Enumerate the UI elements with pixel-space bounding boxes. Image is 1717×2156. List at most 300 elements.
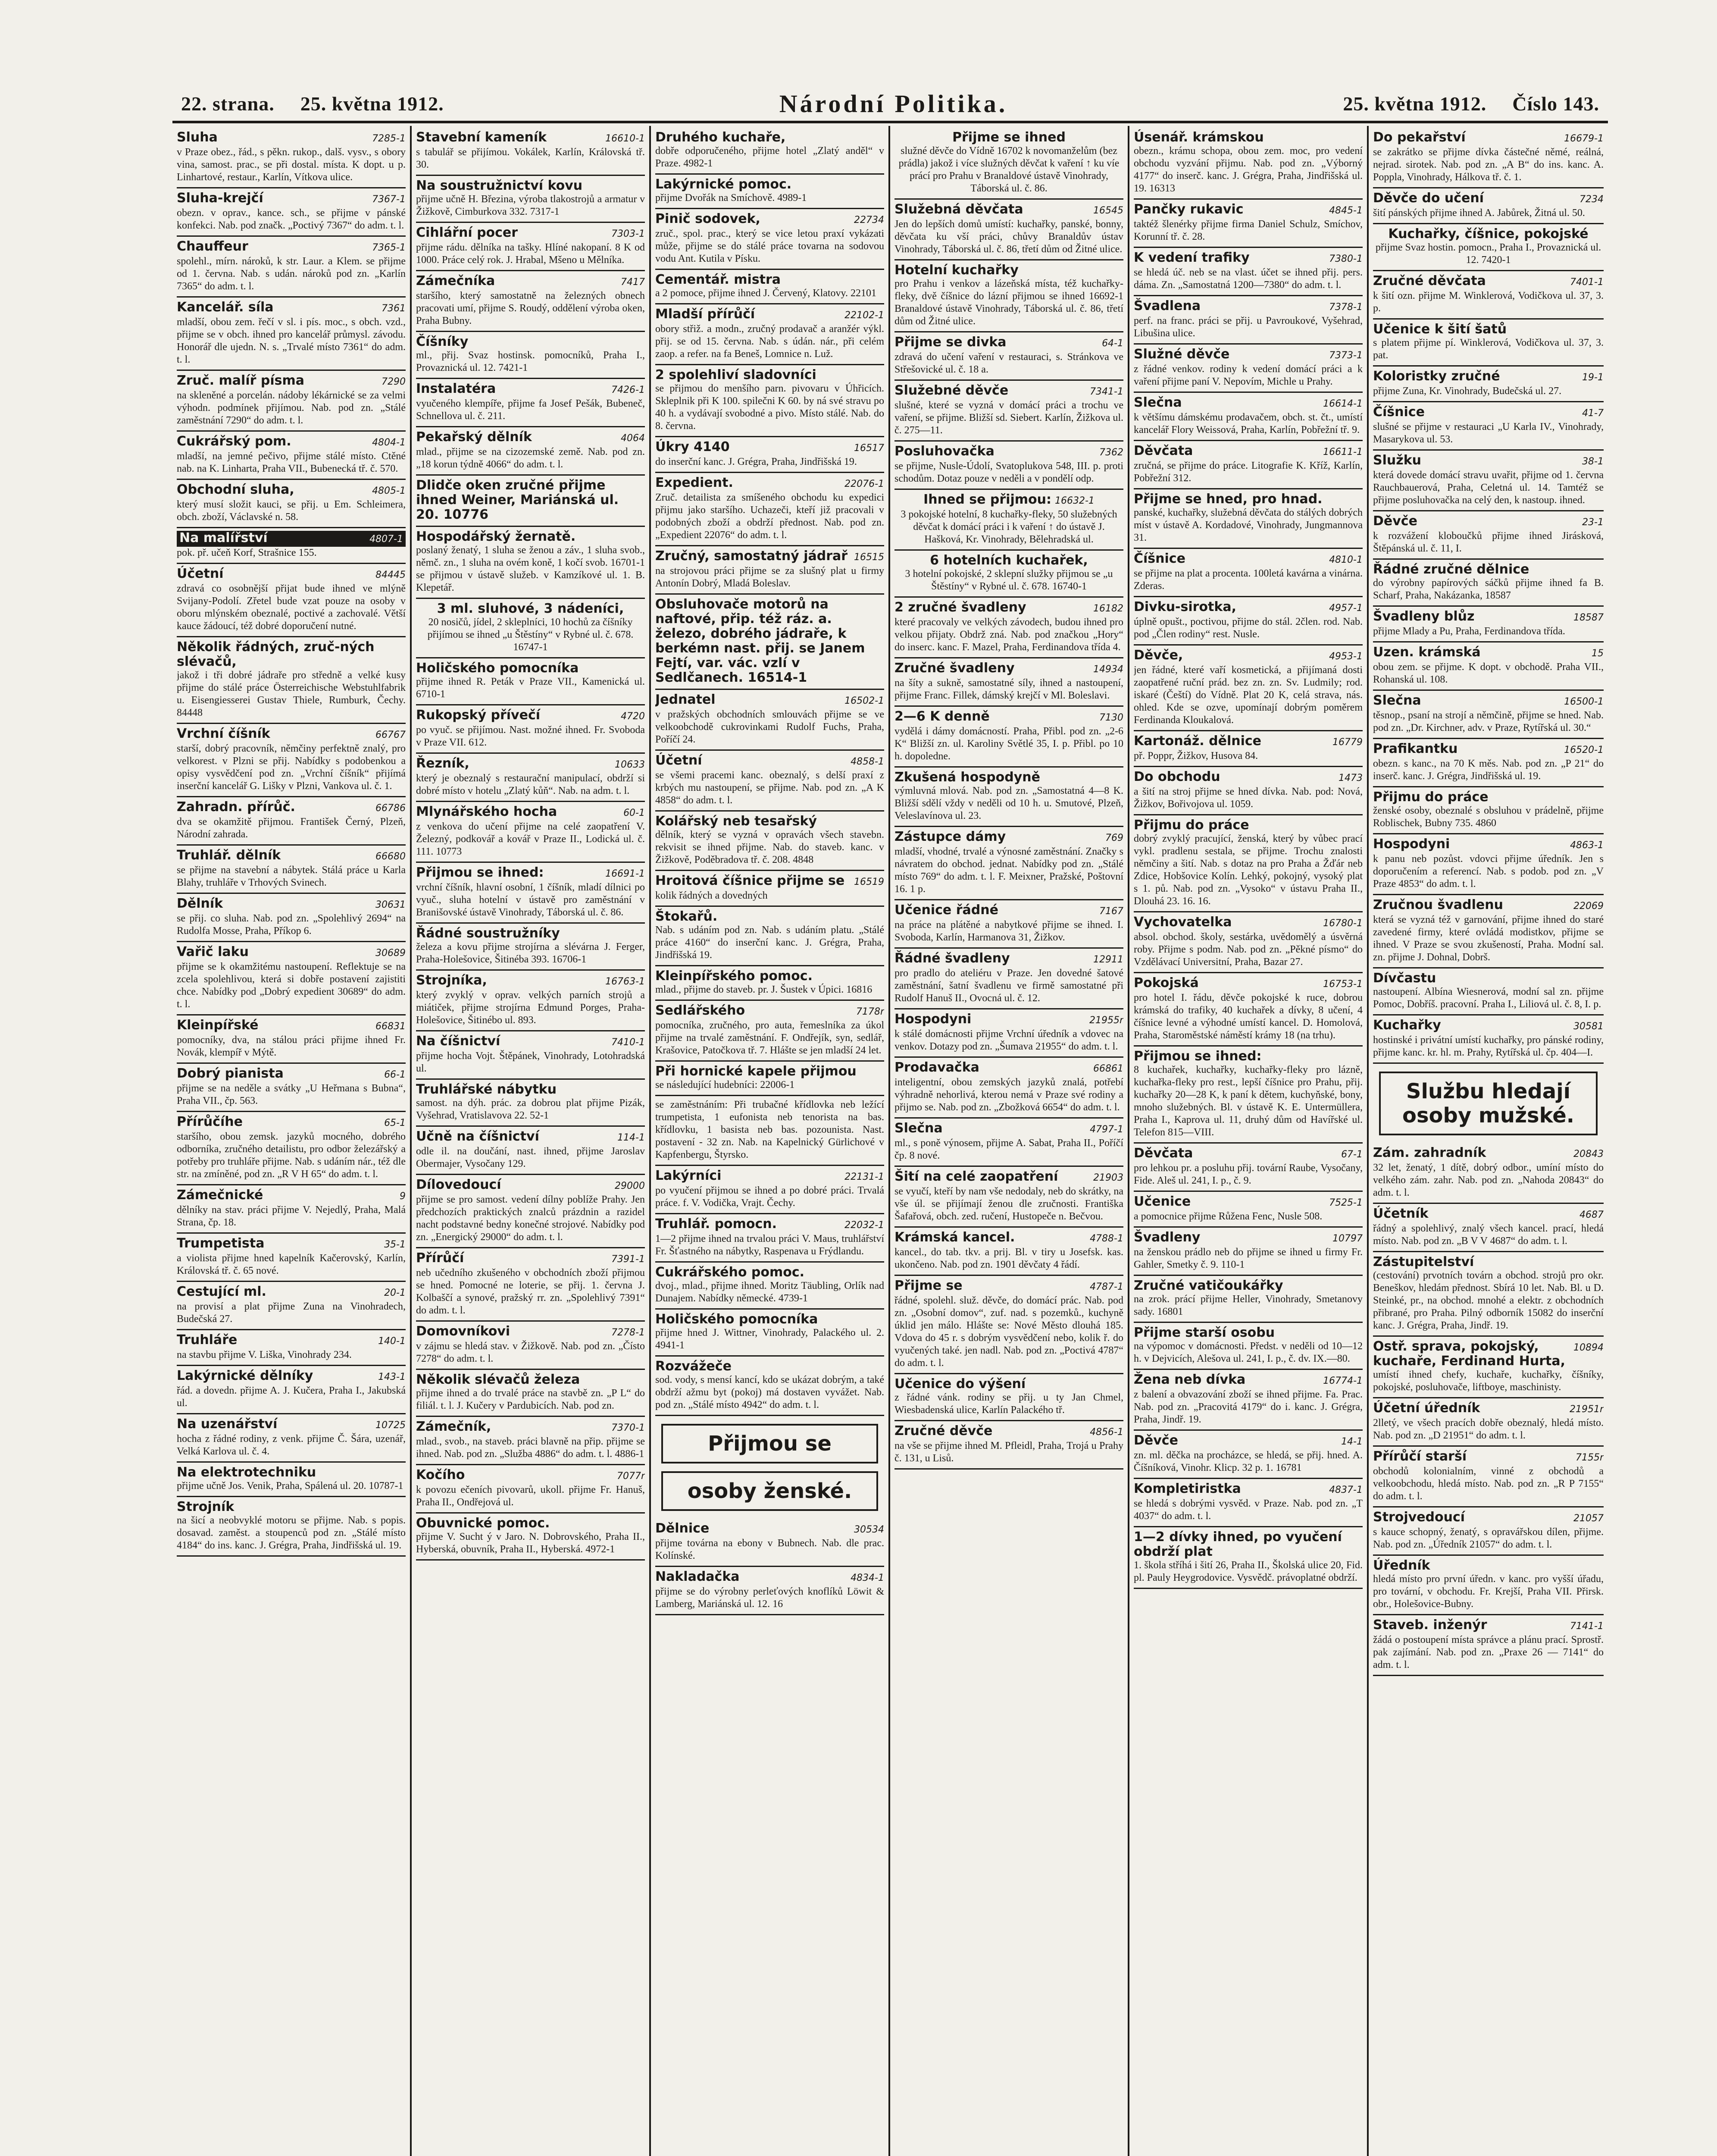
ad-text: přijme učně Jos. Venik, Praha, Spálená ul. 20. 10787-1 [177,1480,403,1492]
ad-number: 10633 [615,759,645,770]
ad-heading [416,926,645,941]
ad-title: Služku [1373,453,1422,468]
ad-number: 16614-1 [1323,398,1363,409]
classified-ad [894,332,1123,381]
classified-ad [1134,767,1363,815]
ad-text: se zaměstnáním: Při trubačné křídlovka neb ležící trumpetista, 1 eufonista neb tenorista na bas. křídlovku, 1 basista neb bas. pozounista. Nast. postavení - 32 zn. Nab. na Kapelnický Gürlichové v Kapfenbergu, Štyrsko. [655,1099,884,1160]
ad-heading [177,1465,406,1480]
ad-heading [1373,562,1604,577]
ad-number: 22102-1 [844,310,884,321]
ad-number: 66-1 [384,1069,406,1080]
ad-title: Staveb. inženýr [1373,1617,1487,1633]
classified-ad [655,907,884,966]
ad-title: Učenice k šití šatů [1373,322,1507,337]
ad-title: Zám. zahradník [1373,1145,1486,1160]
classified-ad [655,209,884,270]
ad-text: staršího, který samostatně na železných obnech pracovati umí, přijme S. Roudý, oddělení výroba oken, Praha Bubny. [416,290,645,326]
classified-ad [1373,1507,1604,1556]
ad-number: 16779 [1332,737,1363,748]
ad-heading [416,1129,645,1145]
ad-title: Lakýrníci [655,1168,722,1183]
ad-title: Hospodářský žernatě. [416,529,576,544]
classified-ad [894,1374,1123,1421]
ad-heading [177,239,406,255]
classified-ad [177,1185,406,1234]
ad-heading [416,1468,645,1484]
classified-ad [1373,128,1604,188]
classified-ad [177,1112,406,1185]
classified-ad [1134,646,1363,731]
ad-text: obezn. s kanc., na 70 K měs. Nab. pod zn. „P 21“ do inserč. kanc. J. Grégra, Jindřišská ul. 19. [1373,758,1604,782]
classified-ad [1373,224,1604,271]
classified-ad [655,1214,884,1263]
classified-ad [655,1001,884,1062]
page-number: 22. strana. [181,92,275,115]
ad-text: na výpomoc v domácnosti. Předst. v neděli od 10—12 h. v Dejvicích, Alešova ul. 241, I. p., č. dv. IX.—80. [1134,1341,1363,1364]
ad-heading [1134,492,1363,507]
ad-title: Uzen. krámská [1373,645,1481,660]
ad-title: Úkry 4140 [655,439,730,454]
classified-ad [1134,296,1363,345]
ad-title: Prafikantku [1373,741,1458,756]
ad-title: Při hornické kapele přijmou [655,1064,857,1079]
ad-number: 16691-1 [605,868,645,879]
ad-heading [655,130,884,145]
ad-text: mlad., svob., na staveb. práci blavně na přip. přijme se ihned. Nab. pod zn. „Služba 4886“ do adm. t. l. 4886-1 [416,1436,645,1460]
ad-text: ml., přij. Svaz hostinsk. pomocníků, Praha I., Provaznická ul. 12. 7421-1 [416,350,645,373]
ad-title: Ihned se přijmou: [923,492,1051,507]
ad-heading [177,1333,406,1349]
ad-title: 6 hotelních kuchařek, [930,553,1088,568]
ad-heading [1373,322,1604,337]
ad-heading [177,1236,406,1252]
ad-text: zdravá co osobnější přijat bude ihned ve mlýně Svijany-Podolí. Zřetel bude vzat pouze na osoby v oboru mlýnském obeznalé, poctivé a zachovalé. Větší kauce žádoucí, též dobré doporučení nutné. [177,583,406,632]
classified-ad [1134,200,1363,248]
ad-heading [177,483,406,498]
ad-heading [1134,1433,1363,1449]
ad-title: Zahradn. přírůč. [177,799,295,815]
ad-number: 4810-1 [1329,555,1363,565]
classified-ad [1373,367,1604,402]
classified-ad [177,188,406,237]
ad-text: mlad., přijme se na cizozemské země. Nab. pod zn. „18 korun týdně 4066“ do adm. t. l. [416,446,645,470]
ad-title: Truhláře [177,1332,238,1348]
ad-text: na šíty a sukně, samostatné síly, ihned a nastoupení, přijme Franc. Fillek, dámský krejčí v Ml. Boleslavi. [894,677,1123,701]
ad-title: Mlynářského hocha [416,804,557,819]
classified-ad [655,546,884,595]
ad-title: Kompletiristka [1134,1481,1241,1496]
ad-title: Zručné švadleny [894,661,1015,676]
classified-ad [177,846,406,894]
ad-title: Ostř. sprava, pokojský, kuchaře, Ferdinand Hurta, [1373,1339,1565,1369]
ad-heading [1373,369,1604,385]
ad-heading [177,848,406,864]
ad-title: Řádné zručné dělnice [1373,562,1529,577]
ad-title: Mladší přírůčí [655,307,755,322]
ad-text: do výrobny papírových sáčků přijme ihned fa B. Scharf, Praha, Nakázanka, 18587 [1373,577,1604,601]
ad-text: vrchní číšník, hlavní osobní, 1 číšník, mladí dílnici po vyuč., sluha hotelní v ústavě pro zaměstnání v Branišovské ústavě Vinohrady, Táborská ul. č. 86. [416,882,645,918]
ad-heading [177,640,406,669]
ad-number: 7141-1 [1570,1621,1604,1632]
section-heading: Službu hledají osoby mužské. [1379,1072,1598,1135]
classified-ad [655,1519,884,1567]
ad-heading [1134,1482,1363,1498]
ad-heading [894,553,1123,568]
ad-text: z řádné venkov. rodiny k vedení domácí práci a k vaření přijme paní V. Nepovím, Michle u Prahy. [1134,364,1363,387]
ad-number: 4856-1 [1090,1427,1123,1438]
ad-text: přijme se do výrobny perleťových knoflíků Löwit & Lamberg, Mariánská ul. 12. 16 [655,1586,884,1610]
ad-title: Přijme se ihned [952,130,1066,145]
classified-ad [416,332,645,379]
ad-text: přijme Svaz hostin. pomocn., Praha I., Provaznická ul. 12. 7420-1 [1375,242,1601,266]
ad-title: Přírůčí starší [1373,1449,1467,1464]
ad-text: přijme ihned R. Peták v Praze VII., Kamenická ul. 6710-1 [416,676,645,700]
classified-ad [1373,271,1604,320]
ad-heading [1373,1206,1604,1222]
ad-text: přijme hocha Vojt. Štěpánek, Vinohrady, Lotohradská ul. [416,1050,645,1074]
classified-ad [655,871,884,907]
ad-text: pro hotel I. řádu, děvče pokojské k ruce, dobrou krámská do trafiky, 40 kuchařek a dívky, 8 učení, 4 číšnice levné a výhodné umístí kancel. D. Homolová, Praha, Staroměstské náměstí krámy 18 (na trhu). [1134,992,1363,1041]
ad-title: Zručné vatičoukářky [1134,1278,1283,1293]
ad-title: Děvče [1373,514,1417,529]
ad-text: inteligentní, obou zemských jazyků znalá, potřebí výhradně nehorlivá, kterou nemá v Praze své rodiny a přijmo se. Nab. pod zn. „Zbožková 6654“ do adm. t. l. [894,1077,1123,1113]
classified-ad [894,551,1123,598]
classified-ad [894,949,1123,1009]
classified-ad [655,1166,884,1214]
ad-title: Cestující ml. [177,1284,266,1299]
ad-title: Dívčastu [1373,971,1436,986]
ad-title: Přijmou se ihned: [1134,1049,1262,1064]
classified-ad [416,379,645,427]
classified-ad [416,271,645,332]
ad-heading [177,373,406,389]
classified-ad [1134,597,1363,646]
ad-text: přijme Dvořák na Smíchově. 4989-1 [655,192,807,204]
ad-text: šití pánských přijme ihned A. Jabůrek, Žitná ul. 50. [1373,207,1585,219]
classified-ad [177,480,406,528]
ad-number: 4720 [621,711,645,722]
header-rule [172,121,1608,123]
column-5 [1129,126,1369,2156]
ad-heading [894,770,1123,785]
ad-text: 20 nosičů, jídel, 2 skleplníci, 10 hochů za číšníky přijímou se ihned „u Štěstíny“ v Rybné ul. č. 678. 16747-1 [427,617,634,653]
column-1 [172,126,412,2156]
ad-heading [177,1369,406,1385]
ad-heading [655,549,884,565]
ad-text: hocha z řádné rodiny, z venk. přijme Č. Šára, uzenář, Velká Karlova ul. č. 4. [177,1433,406,1457]
ad-heading [177,191,406,207]
ad-number: 16519 [854,877,884,887]
column-2 [412,126,651,2156]
classified-ad [894,900,1123,949]
classified-ad [655,1567,884,1615]
ad-heading [1373,1449,1604,1465]
ad-title: Kolářský neb tesařský [655,814,817,829]
ad-text: na stavbu přijme V. Liška, Vinohrady 234. [177,1349,352,1360]
ad-heading [416,430,645,446]
ad-number: 4788-1 [1090,1233,1123,1244]
classified-ad [416,176,645,223]
classified-ad [1373,895,1604,968]
ad-heading [655,1003,884,1019]
ad-title: Přijme starší osobu [1134,1325,1275,1340]
classified-ad [1134,1144,1363,1192]
page-header [181,91,1599,116]
ad-title: Kleinpířského pomoc. [655,968,813,984]
ad-number: 7365-1 [372,242,406,253]
ad-text: obory střiž. a modn., zručný prodavač a aranžér výkl. přij. se od 15. června. Nab. s údán. nár., při celém zaop. a refer. na fa Beneš, Lomnice n. Luž. [655,323,884,360]
ad-title: Služné děvče [1134,347,1230,362]
ad-number: 7373-1 [1329,350,1363,361]
ad-number: 7077r [616,1471,645,1482]
ad-number: 22734 [854,215,884,226]
ad-number: 84445 [375,570,406,580]
ad-heading [655,1064,884,1079]
ad-text: z řádné vánk. rodiny se přij. u ty Jan Chmel, Wiesbadenská ulice, Karlín Palackého tř. [894,1392,1123,1416]
classified-ad [1134,345,1363,393]
classified-ad [894,1119,1123,1167]
ad-title: Cihlářní pocer [416,225,518,240]
ad-title: Do obchodu [1134,769,1220,784]
ad-number: 16763-1 [605,976,645,987]
ad-text: a pomocnice přijme Růžena Fenc, Nusle 508. [1134,1211,1323,1222]
ad-number: 4807-1 [369,534,403,545]
ad-title: Služebná děvčata [894,202,1023,217]
ad-heading [655,476,884,492]
ad-title: Švadlena [1134,298,1201,313]
column-4 [890,126,1129,2156]
ad-text: absol. obchod. školy, sestárka, uvědomělý a úsvěrná roby. Přijme s podm. Nab. pod zn. „Pěkné písmo“ do Vzdělávací Universitní, Praha, Bazar 27. [1134,931,1363,968]
classified-ad [655,595,884,690]
classified-ad [1373,1204,1604,1252]
ad-heading [894,1230,1123,1246]
classified-ad [1373,607,1604,642]
ad-heading [894,600,1123,616]
ad-heading [655,1265,884,1280]
ad-title: Řezník, [416,756,469,771]
ad-text: obchodů kolonialním, vinné z obchodů a velkoobchodu, hledá místo. Nab. pod zn. „R P 7155“ do adm. t. l. [1373,1466,1604,1502]
ad-number: 140-1 [378,1336,406,1347]
ad-heading [894,492,1123,508]
ad-title: Slečna [1373,693,1421,708]
ad-heading [655,1169,884,1185]
classified-ad [177,128,406,188]
ad-heading [177,434,406,450]
ad-heading [1134,734,1363,750]
ad-text: Zruč. detailista za smíšeného obchodu ku expedici přijmu jako staršího. Uchazeči, kteří již pracovali v podobných zboží a obdrží přednost. Nab. pod zn. „Expedient 22076“ do adm. t. l. [655,492,884,541]
classified-ad [177,1015,406,1064]
ad-number: 16753-1 [1323,979,1363,990]
ad-text: přijme se pro samost. vedení dílny poblíže Prahy. Jen předchozích praktických znalců prázdnin a razidel nacht podstavné bedny konečné strojové. Nabídky pod zn. „Energický 29000“ do adm. t. l. [416,1194,645,1243]
ad-number: 7370-1 [611,1423,645,1433]
ad-title: Dlidče oken zručné přijme ihned Weiner, Mariánská ul. 20. 10776 [416,478,619,522]
ad-text: neb učedního zkušeného v obchodních zboží přijmou se hned. Pomocné ne loterie, se přij. 1. června J. Kolbaščí a synové, pražský rr. zn. „Spolehlivý 7391“ do adm. t. l. [416,1267,645,1316]
ad-text: se všemi pracemi kanc. obeznalý, s delší praxí z krbých mu nastoupení, se přijme. Nab. pod zn. „A K 4858“ do adm. t. l. [655,770,884,806]
ad-number: 114-1 [617,1132,645,1143]
ad-title: Číšníky [416,334,469,349]
ad-text: přijme Zuna, Kr. Vinohrady, Budečská ul. 27. [1373,385,1562,397]
classified-ad [416,1127,645,1175]
ad-number: 4805-1 [372,486,406,496]
ad-heading [416,1178,645,1194]
ad-heading [894,1377,1123,1391]
ad-text: pro pradlo do ateliéru v Praze. Jen dovedné šatové zaměstnání, šatní švadlenu ve firmě samostatné při Rudolf Hanuš II., Ovocná ul. č. 12. [894,968,1123,1004]
ad-title: Přijme se [894,1278,963,1293]
ad-number: 30581 [1573,1021,1604,1032]
ad-title: Několik řádných, zruč-ných slévačů, [177,639,375,669]
classified-ad [1373,787,1604,834]
ad-heading [1134,600,1363,616]
ad-heading [655,273,884,287]
ad-heading [416,661,645,676]
ad-heading [1373,742,1604,758]
classified-ad [1134,1431,1363,1479]
ad-title: Kočího [416,1467,465,1482]
classified-ad [894,442,1123,490]
ad-text: se přijme na plat a procenta. 100letá kavárna a vinárna. Zderas. [1134,568,1363,592]
ad-heading [1373,453,1604,469]
classified-ad [416,658,645,705]
ad-text: na zrok. prácí přijme Heller, Vinohrady, Smetanovy sady. 16801 [1134,1294,1363,1317]
ad-text: a šití na stroj přijme se hned dívka. Nab. pod: Nová, Žižkov, Bořivojova ul. 1059. [1134,786,1363,810]
ad-title: Na soustružnictví kovu [416,178,583,193]
ad-number: 29000 [615,1181,645,1191]
ad-heading [416,1516,645,1531]
ad-number: 16610-1 [605,133,645,144]
ad-number: 35-1 [384,1239,406,1250]
ad-number: 66831 [375,1021,406,1032]
classified-ad [1373,1398,1604,1447]
ad-text: který musí složit kauci, se přij. u Em. Schleimera, obch. zboží, Václavské n. 58. [177,499,406,523]
ad-number: 7367-1 [372,194,406,205]
ad-number: 66786 [375,803,406,814]
ad-title: Hotelní kuchařky [894,263,1019,278]
classified-ad [1373,1143,1604,1204]
classified-ad [416,1031,645,1080]
ad-heading [894,1121,1123,1137]
ad-heading [416,1420,645,1435]
classified-ad [894,128,1123,200]
ad-heading [894,1424,1123,1440]
ad-heading [655,1217,884,1233]
classified-ad [1134,1276,1363,1323]
ad-number: 64-1 [1102,338,1123,349]
ad-heading [416,805,645,821]
ad-heading [894,202,1123,218]
ad-number: 4687 [1579,1210,1604,1220]
ad-number: 30534 [854,1524,884,1535]
ad-number: 10797 [1332,1233,1363,1244]
ad-text: v zájmu se hledá stav. v Žižkově. Nab. pod zn. „Čísto 7278“ do adm. t. l. [416,1341,645,1364]
classified-ad [655,175,884,209]
ad-number: 1473 [1339,773,1363,783]
ad-heading [177,1188,406,1204]
ad-title: Lakýrnické dělníky [177,1368,313,1383]
classified-ad [416,1465,645,1514]
ad-title: Krámská kancel. [894,1230,1015,1245]
ad-heading [1373,1618,1604,1634]
ad-heading [655,1570,884,1586]
classified-ad [894,200,1123,260]
newspaper-title: Národní Politika. [779,89,1008,118]
ad-text: k rozvážení kloboučků přijme ihned Jirásková, Štěpánská ul. č. 11, I. [1373,530,1604,554]
ad-title: Vychovatelka [1134,915,1232,930]
ad-heading [1134,251,1363,266]
classified-ad [655,812,884,871]
ad-number: 23-1 [1582,517,1604,528]
ad-heading [894,1060,1123,1076]
ad-number: 7341-1 [1090,386,1123,397]
ad-heading [1134,1230,1363,1246]
ad-text: přijme V. Sucht ý v Jaro. N. Dobrovského, Praha II., Hyberská, obuvník, Praha II., Hyberská. 4972-1 [416,1531,645,1555]
ad-text: služné děvče do Vídně 16702 k novomanželům (bez prádla) jakož i více služných děvčat k vaření ↑ ku víe prácí pro Prahu v Branaldové ústavě Vinohrady, Táborská ul. č. 86. [898,145,1120,194]
ad-number: 21955r [1089,1015,1123,1026]
ad-text: dva se okamžitě přijmou. František Černý, Plzeň, Národní zahrada. [177,816,406,840]
ad-heading [655,874,884,890]
ad-number: 7378-1 [1329,302,1363,313]
ad-heading [655,1312,884,1327]
ad-heading [416,382,645,398]
ad-text: jakož i tři dobré jádraře pro středně a velké kusy přijme do stálé práce Österreichische Webstuhlfabrik u. Eisengiesserei Gustav Thiele, Rumburk, Čechy. 84448 [177,670,406,718]
ad-title: Vařič laku [177,944,249,959]
classified-ad [1373,402,1604,451]
classified-ad [416,427,645,476]
ad-title: Holičského pomocníka [655,1312,818,1327]
classified-ad [894,1058,1123,1119]
ad-text: která se vyzná též v garnování, přijme ihned do staré zavedené firmy, které ovládá modistkov, přijme se ihned. V Praze se svou zkušeností, Praha. Modní sal. zn. přijme J. Dohnal, Dobrš. [1373,914,1604,963]
ad-heading [655,368,884,382]
ad-text: pro Prahu i venkov a lázeňská místa, též kuchařky-fleky, dvě číšnice do lázní přijmou se ihned 16692-1 Branaldové ústavě Vinohrady, Táborská ul. č. 86, třetí dům od Žitné ulice. [894,278,1123,327]
ad-heading [1134,444,1363,460]
ad-title: Přijmu do práce [1134,818,1249,833]
ad-title: Zručnou švadlenu [1373,897,1503,912]
ad-number: 4863-1 [1570,840,1604,851]
classified-ad [416,1417,645,1465]
ad-number: 4858-1 [851,756,884,767]
ad-title: Děvče, [1134,648,1183,663]
ad-title: Zručné děvčata [1373,273,1486,288]
ad-heading [894,263,1123,278]
ad-number: 7285-1 [372,133,406,144]
ad-heading [1373,1146,1604,1162]
classified-ad [416,223,645,271]
classified-ad [894,1228,1123,1276]
classified-ad [177,1366,406,1414]
classified-ad [416,1514,645,1561]
classified-ad [894,1167,1123,1228]
ad-title: Sluha-krejčí [177,191,263,206]
ad-title: Rozvážeče [655,1359,732,1374]
ad-title: 2 spolehliví sladovníci [655,367,816,382]
section-heading: osoby ženské. [661,1471,878,1511]
ad-title: Dělnice [655,1521,710,1536]
ad-title: Cukrářského pomoc. [655,1265,805,1280]
ad-heading [1373,1255,1604,1269]
ad-title: Dílovedoucí [416,1177,501,1192]
ad-heading [1134,1279,1363,1293]
ad-text: k stálé domácnosti přijme Vrchní úředník a vdovec na venkov. Dotazy pod zn. „Šumava 21955“ do adm. t. l. [894,1028,1123,1052]
ad-title: Učně na číšnictví [416,1129,539,1144]
ad-heading [1373,274,1604,290]
classified-ad [1373,1615,1604,1676]
ad-title: Prodavačka [894,1060,979,1075]
ad-number: 7178r [856,1006,884,1017]
ad-heading [655,1521,884,1537]
ad-title: Nakladačka [655,1569,740,1584]
ad-title: Cukrářský pom. [177,434,291,449]
ad-number: 7167 [1099,906,1123,917]
ad-text: mladší, obou zem. řečí v sl. i pís. moc., s obch. vzd., přijme se v obch. ihned pro kancelář průmysl. závodu. Honorář dle ujedn. N. s. „Trvalé místo 7361“ do adm. t. l. [177,317,406,365]
